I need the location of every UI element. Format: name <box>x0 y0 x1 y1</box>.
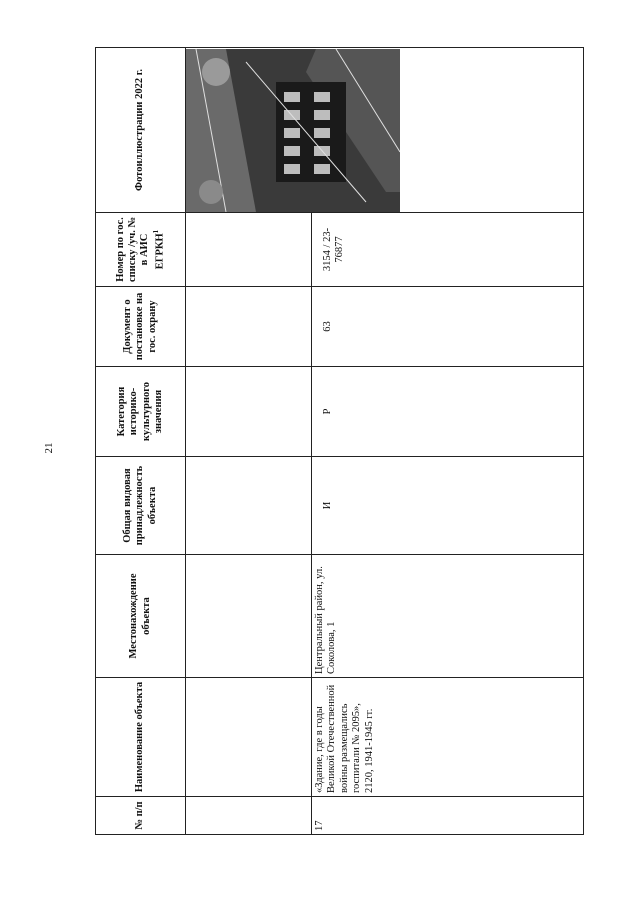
empty-cell <box>186 457 312 555</box>
empty-cell <box>186 555 312 678</box>
row-document: 63 <box>312 287 584 367</box>
header-location: Местонахождение объекта <box>96 555 186 678</box>
row-registry: 3154 / 23-76877 <box>312 213 584 287</box>
header-photo: Фотоиллюстрации 2022 г. <box>96 48 186 213</box>
empty-cell <box>186 287 312 367</box>
header-document: Документ о постановке на гос. охрану <box>96 287 186 367</box>
empty-cell <box>186 797 312 835</box>
table-empty-row <box>186 48 312 835</box>
header-num: № п/п <box>96 797 186 835</box>
heritage-table-rotated <box>95 48 583 835</box>
empty-cell <box>186 678 312 797</box>
header-name: Наименование объекта <box>96 678 186 797</box>
header-registry-text: Номер по гос. списку /уч. № в АИС ЕГРКН <box>114 216 166 283</box>
row-location: Центральный район, ул. Соколова, 1 <box>312 555 584 678</box>
row-ownership: И <box>312 457 584 555</box>
header-registry <box>96 213 186 287</box>
row-category: Р <box>312 367 584 457</box>
photo-cell <box>186 48 584 213</box>
empty-cell <box>186 213 312 287</box>
header-ownership: Общая видовая принадлежность объекта <box>96 457 186 555</box>
table-header-row <box>96 48 186 835</box>
header-category: Категория историко-культурного значения <box>96 367 186 457</box>
page-number: 21 <box>43 442 55 454</box>
row-num: 17 <box>312 797 584 835</box>
header-registry-footnote: 1 <box>151 229 160 234</box>
empty-cell <box>186 367 312 457</box>
building-photo <box>186 49 400 212</box>
row-name: «Здание, где в годы Великой Отечественной войны размещались госпитали № 2095», 2120, 1941-1945 гг. <box>312 678 584 797</box>
heritage-table <box>95 47 584 835</box>
